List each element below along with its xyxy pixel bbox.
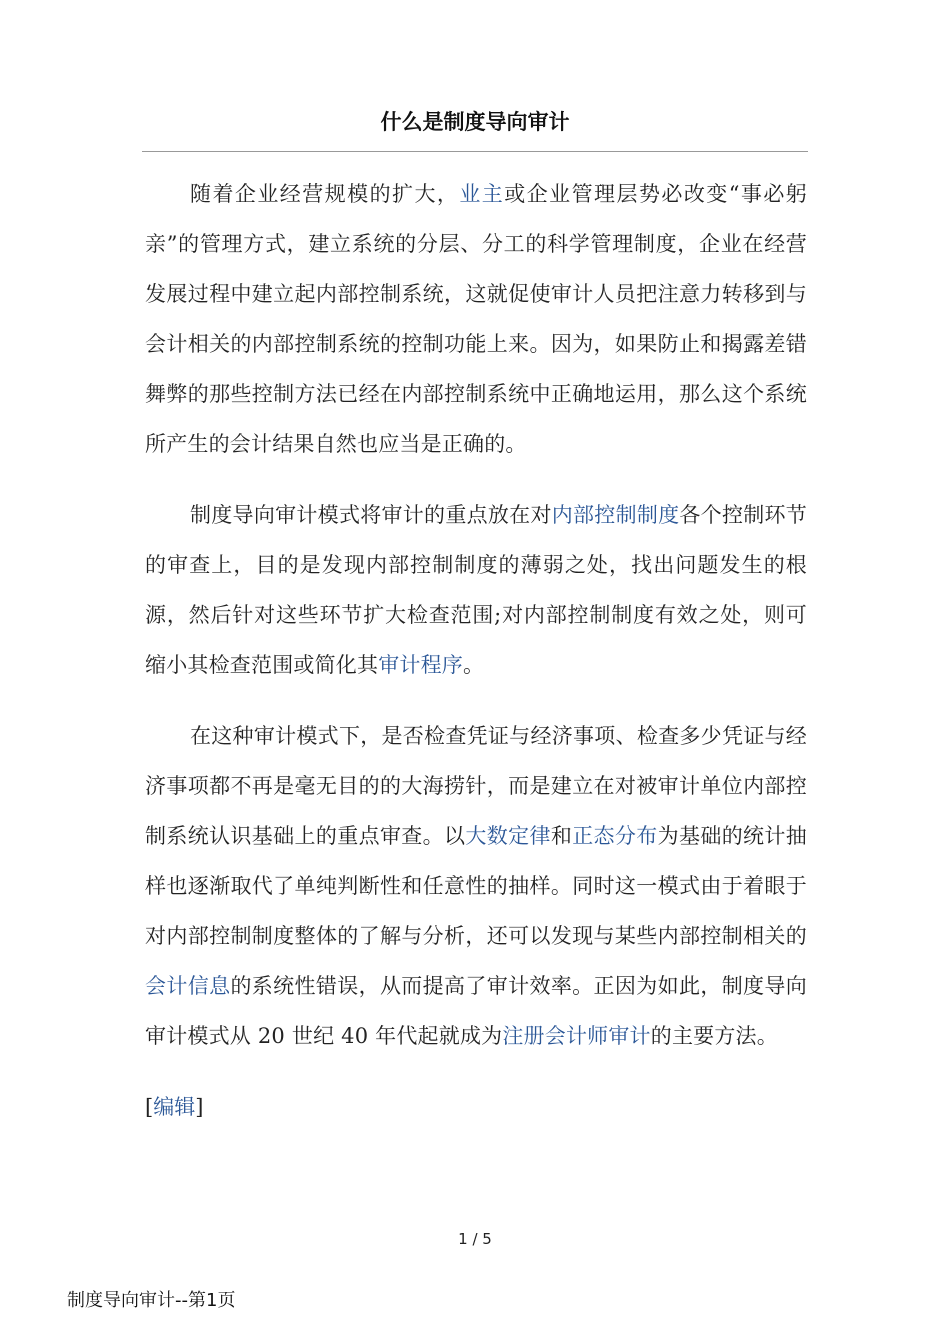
link-law-of-large-numbers[interactable]: 大数定律 bbox=[465, 824, 551, 848]
link-normal-distribution[interactable]: 正态分布 bbox=[572, 824, 658, 848]
page-number: 1 / 5 bbox=[458, 1230, 492, 1248]
text-run: 在这种审计模式下，是否检查凭证与经济事项、检查多少凭证与经济事项都不再是毫无目的的大海捞针，而是建立在对被审计单位内部控制系统认识基础上的重点审查。以 bbox=[145, 724, 807, 848]
link-owner[interactable]: 业主 bbox=[459, 182, 505, 206]
article-body bbox=[145, 169, 807, 1132]
title-divider bbox=[142, 151, 808, 152]
paragraph-2 bbox=[145, 490, 807, 690]
text-run: 和 bbox=[550, 824, 573, 848]
paragraph-1 bbox=[145, 169, 807, 469]
page-title: 什么是制度导向审计 bbox=[380, 110, 570, 134]
page-footer: 制度导向审计--第1页 bbox=[67, 1290, 236, 1311]
edit-link[interactable]: 编辑 bbox=[153, 1095, 196, 1119]
text-run: 或企业管理层势必改变“事必躬亲”的管理方式，建立系统的分层、分工的科学管理制度，企业在经营发展过程中建立起内部控制系统，这就促使审计人员把注意力转移到与会计相关的内部控制系统的控制功能上来。因为，如果防止和揭露差错舞弊的那些控制方法已经在内部控制系统中正确地运用，那么这个系统所产生的会计结果自然也应当是正确的。 bbox=[145, 182, 807, 456]
text-run: 制度导向审计模式将审计的重点放在对 bbox=[190, 503, 552, 527]
text-run: 随着企业经营规模的扩大， bbox=[190, 182, 460, 206]
text-run: 为基础的统计抽样也逐渐取代了单纯判断性和任意性的抽样。同时这一模式由于着眼于对内部控制制度整体的了解与分析，还可以发现与某些内部控制相关的 bbox=[145, 824, 807, 948]
edit-bracket-close: ] bbox=[195, 1095, 204, 1119]
link-cpa-audit[interactable]: 注册会计师审计 bbox=[502, 1024, 651, 1048]
link-audit-procedure[interactable]: 审计程序 bbox=[378, 653, 464, 677]
link-internal-control-system[interactable]: 内部控制制度 bbox=[551, 503, 680, 527]
edit-bracket-open: [ bbox=[145, 1095, 154, 1119]
paragraph-3 bbox=[145, 711, 807, 1061]
text-run: 的主要方法。 bbox=[650, 1024, 778, 1048]
text-run: 。 bbox=[463, 653, 485, 677]
text-run: 的系统性错误，从而提高了审计效率。正因为如此，制度导向审计模式从 20 世纪 40 年代起就成为 bbox=[145, 974, 807, 1048]
text-run: 各个控制环节的审查上，目的是发现内部控制制度的薄弱之处，找出问题发生的根源，然后针对这些环节扩大检查范围;对内部控制制度有效之处，则可缩小其检查范围或简化其 bbox=[145, 503, 807, 677]
edit-section bbox=[145, 1082, 807, 1132]
link-accounting-information[interactable]: 会计信息 bbox=[145, 974, 231, 998]
